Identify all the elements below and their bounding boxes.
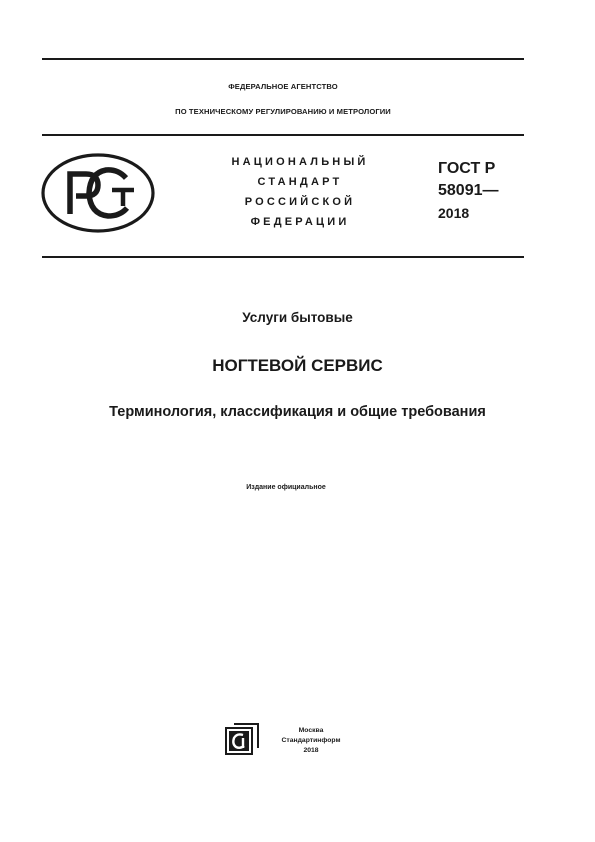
standard-line-3: РОССИЙСКОЙ: [244, 196, 356, 208]
top-rule: [42, 58, 524, 60]
publisher-city: Москва: [298, 727, 324, 734]
category-title: Услуги бытовые: [242, 310, 353, 325]
header-rule: [42, 134, 524, 136]
publisher-info: [266, 726, 356, 756]
designation-prefix: ГОСТ Р: [438, 160, 496, 177]
subtitle: Терминология, классификация и общие требования: [109, 404, 486, 420]
main-title: НОГТЕВОЙ СЕРВИС: [212, 356, 383, 375]
rst-certification-mark-icon: [40, 152, 156, 234]
standard-designation: [438, 158, 499, 224]
standard-line-4: ФЕДЕРАЦИИ: [250, 216, 350, 228]
standard-line-1: НАЦИОНАЛЬНЫЙ: [231, 156, 369, 168]
designation-number: 58091—: [438, 182, 499, 199]
publisher-year: 2018: [303, 747, 319, 754]
standard-line-2: СТАНДАРТ: [257, 176, 343, 188]
designation-year: 2018: [438, 205, 470, 221]
agency-line-2: ПО ТЕХНИЧЕСКОМУ РЕГУЛИРОВАНИЮ И МЕТРОЛОГИИ: [175, 107, 391, 116]
designation-rule: [42, 256, 524, 258]
publisher-name: Стандартинформ: [281, 737, 341, 744]
standartinform-logo-icon: [224, 722, 262, 756]
agency-line-1: ФЕДЕРАЛЬНОЕ АГЕНТСТВО: [228, 82, 338, 91]
national-standard-block: [200, 152, 400, 232]
edition-label: Издание официальное: [246, 484, 326, 491]
